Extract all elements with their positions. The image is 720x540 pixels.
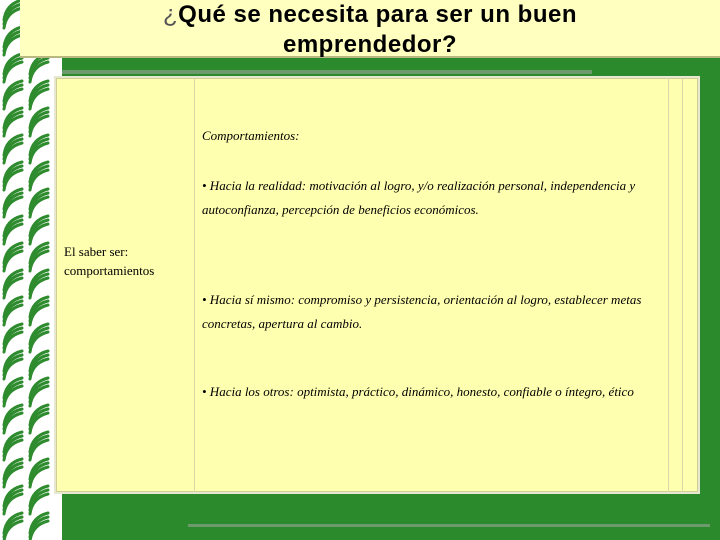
title-line-1: Qué se necesita para ser un buen [178,1,577,28]
content-card [54,76,700,494]
bullet-reality: • Hacia la realidad: motivación al logro, y/o realización personal, independencia y autoconfianza, percepción de beneficios económicos. [202,178,636,217]
behaviours-heading: Comportamientos: [202,128,300,143]
title-prefix: ¿ [163,1,179,28]
left-label-line-1: El saber ser: [64,244,129,259]
column-divider [194,78,195,492]
page-title [20,0,720,60]
left-label-line-2: comportamientos [64,263,155,278]
title-bar [20,0,720,58]
bullet-self: • Hacia sí mismo: compromiso y persistencia, orientación al logro, establecer metas concretas, apertura al cambio. [202,292,642,331]
divider [62,70,592,74]
column-divider [668,78,669,492]
title-line-2: emprendedor? [282,31,458,58]
column-divider [682,78,683,492]
divider [188,524,710,527]
bullet-others: • Hacia los otros: optimista, práctico, dinámico, honesto, confiable o íntegro, ético [202,384,634,399]
left-label [64,242,194,280]
leaf-pattern-strip [0,0,62,540]
